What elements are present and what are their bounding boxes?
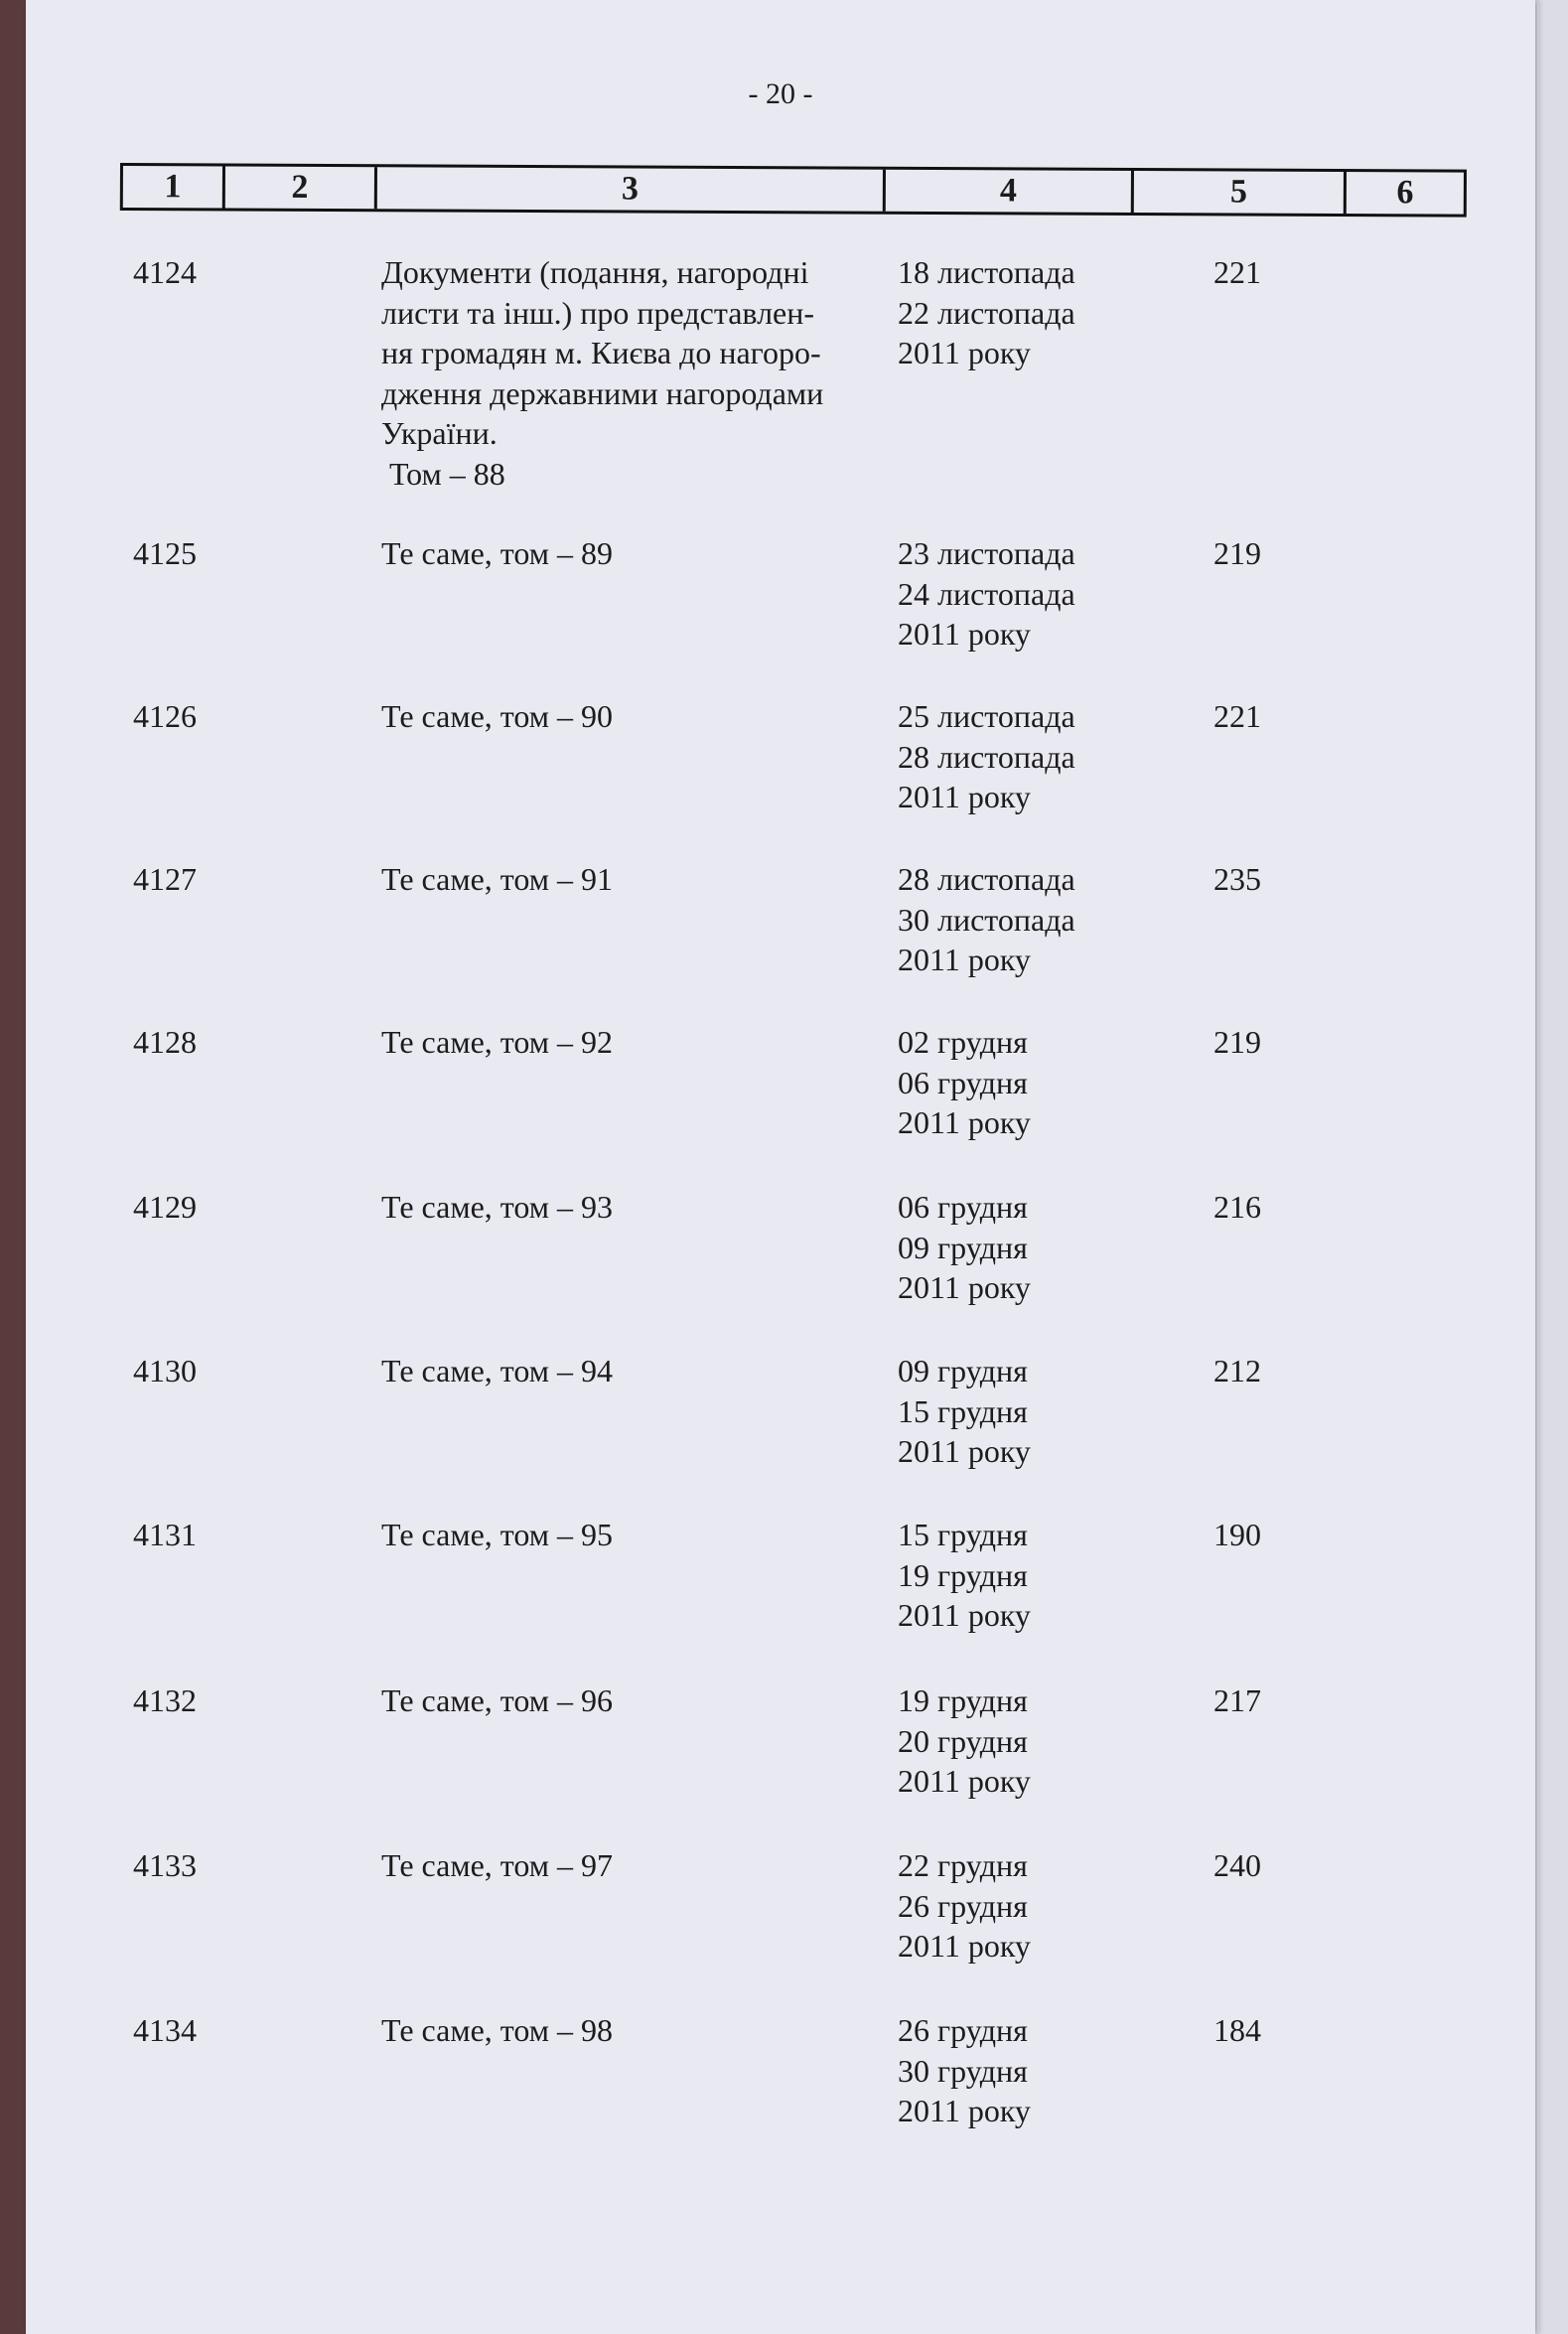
date-line: 09 грудня bbox=[898, 1229, 1028, 1265]
item-dates bbox=[898, 696, 1116, 817]
item-number: 4126 bbox=[133, 698, 197, 734]
item-description bbox=[381, 1515, 918, 1555]
date-line: 06 грудня bbox=[898, 1064, 1028, 1100]
date-line: 09 грудня bbox=[898, 1353, 1028, 1388]
date-line: 20 грудня bbox=[898, 1722, 1028, 1759]
item-dates bbox=[898, 1845, 1116, 1967]
item-number: 4132 bbox=[133, 1682, 197, 1718]
date-line: 22 грудня bbox=[898, 1847, 1028, 1883]
item-sheet-count: 221 bbox=[1213, 254, 1261, 290]
item-number: 4124 bbox=[133, 254, 197, 290]
item-dates bbox=[898, 2010, 1116, 2131]
page-number: - 20 - bbox=[748, 77, 813, 110]
description-line: України. bbox=[381, 415, 498, 451]
item-sheet-count: 221 bbox=[1213, 698, 1261, 734]
description-line: Документи (подання, нагородні bbox=[381, 254, 809, 290]
description-line: Те саме, том – 93 bbox=[381, 1189, 613, 1225]
item-sheet-count: 235 bbox=[1213, 861, 1261, 897]
item-dates bbox=[898, 1187, 1116, 1308]
item-sheet-count: 212 bbox=[1213, 1353, 1261, 1388]
date-line: 2011 року bbox=[898, 1104, 1031, 1140]
item-sheet-count: 184 bbox=[1213, 2012, 1261, 2048]
date-line: 30 грудня bbox=[898, 2052, 1028, 2089]
date-line: 18 листопада bbox=[898, 254, 1075, 290]
item-number: 4127 bbox=[133, 861, 197, 897]
date-line: 15 грудня bbox=[898, 1392, 1028, 1429]
column-header-1: 1 bbox=[123, 166, 225, 209]
date-line: 02 грудня bbox=[898, 1024, 1028, 1060]
description-line: Те саме, том – 97 bbox=[381, 1847, 613, 1883]
item-number: 4125 bbox=[133, 535, 197, 571]
item-dates bbox=[898, 533, 1116, 655]
description-line: Те саме, том – 89 bbox=[381, 535, 613, 571]
page-edge-shadow bbox=[1537, 0, 1539, 2334]
date-line: 15 грудня bbox=[898, 1517, 1028, 1552]
date-line: 2011 року bbox=[898, 2093, 1031, 2128]
description-line: дження державними нагородами bbox=[381, 374, 824, 411]
date-line: 06 грудня bbox=[898, 1189, 1028, 1225]
item-dates bbox=[898, 252, 1116, 373]
date-line: 30 листопада bbox=[898, 901, 1075, 938]
item-number: 4133 bbox=[133, 1847, 197, 1883]
description-line: Том – 88 bbox=[381, 455, 505, 492]
date-line: 19 грудня bbox=[898, 1682, 1028, 1718]
description-line: Те саме, том – 92 bbox=[381, 1024, 613, 1060]
item-description bbox=[381, 1022, 918, 1063]
item-number: 4130 bbox=[133, 1353, 197, 1388]
item-number: 4131 bbox=[133, 1517, 197, 1552]
item-sheet-count: 219 bbox=[1213, 1024, 1261, 1060]
date-line: 2011 року bbox=[898, 1433, 1031, 1469]
date-line: 26 грудня bbox=[898, 1887, 1028, 1924]
description-line: ня громадян м. Києва до нагоро- bbox=[381, 335, 821, 370]
item-sheet-count: 240 bbox=[1213, 1847, 1261, 1883]
description-line: Те саме, том – 96 bbox=[381, 1682, 613, 1718]
date-line: 2011 року bbox=[898, 1597, 1031, 1633]
item-dates bbox=[898, 1351, 1116, 1472]
date-line: 2011 року bbox=[898, 1763, 1031, 1799]
date-line: 19 грудня bbox=[898, 1556, 1028, 1593]
item-description bbox=[381, 696, 918, 737]
item-description bbox=[381, 252, 918, 494]
column-header-table bbox=[120, 163, 1467, 218]
item-number: 4129 bbox=[133, 1189, 197, 1225]
column-header-6: 6 bbox=[1396, 174, 1414, 212]
item-dates bbox=[898, 859, 1116, 980]
date-line: 2011 року bbox=[898, 335, 1031, 370]
date-line: 2011 року bbox=[898, 779, 1031, 814]
description-line: Те саме, том – 91 bbox=[381, 861, 613, 897]
description-line: Те саме, том – 95 bbox=[381, 1517, 613, 1552]
column-header-3: 3 bbox=[377, 167, 886, 212]
date-line: 2011 року bbox=[898, 1269, 1031, 1305]
item-description bbox=[381, 1845, 918, 1886]
date-line: 23 листопада bbox=[898, 535, 1075, 571]
item-description bbox=[381, 533, 918, 574]
item-dates bbox=[898, 1022, 1116, 1143]
item-description bbox=[381, 1351, 918, 1391]
item-sheet-count: 217 bbox=[1213, 1682, 1261, 1718]
column-header-2: 2 bbox=[225, 167, 377, 210]
item-dates bbox=[898, 1680, 1116, 1802]
item-description bbox=[381, 1187, 918, 1228]
item-sheet-count: 216 bbox=[1213, 1189, 1261, 1225]
date-line: 22 листопада bbox=[898, 294, 1075, 331]
document-page bbox=[26, 0, 1535, 2334]
date-line: 25 листопада bbox=[898, 698, 1075, 734]
item-sheet-count: 190 bbox=[1213, 1517, 1261, 1552]
date-line: 28 листопада bbox=[898, 861, 1075, 897]
date-line: 28 листопада bbox=[898, 738, 1075, 775]
description-line: Те саме, том – 94 bbox=[381, 1353, 613, 1388]
date-line: 2011 року bbox=[898, 616, 1031, 652]
item-sheet-count: 219 bbox=[1213, 535, 1261, 571]
item-number: 4134 bbox=[133, 2012, 197, 2048]
item-description bbox=[381, 2010, 918, 2051]
item-description bbox=[381, 859, 918, 900]
date-line: 24 листопада bbox=[898, 575, 1075, 612]
date-line: 2011 року bbox=[898, 1928, 1031, 1964]
description-line: Те саме, том – 90 bbox=[381, 698, 613, 734]
item-dates bbox=[898, 1515, 1116, 1636]
date-line: 2011 року bbox=[898, 942, 1031, 977]
description-line: Те саме, том – 98 bbox=[381, 2012, 613, 2048]
column-header-5: 5 bbox=[1134, 171, 1347, 214]
column-header-4: 4 bbox=[886, 170, 1134, 213]
item-number: 4128 bbox=[133, 1024, 197, 1060]
description-line: листи та інш.) про представлен- bbox=[381, 294, 815, 331]
item-description bbox=[381, 1680, 918, 1721]
date-line: 26 грудня bbox=[898, 2012, 1028, 2048]
